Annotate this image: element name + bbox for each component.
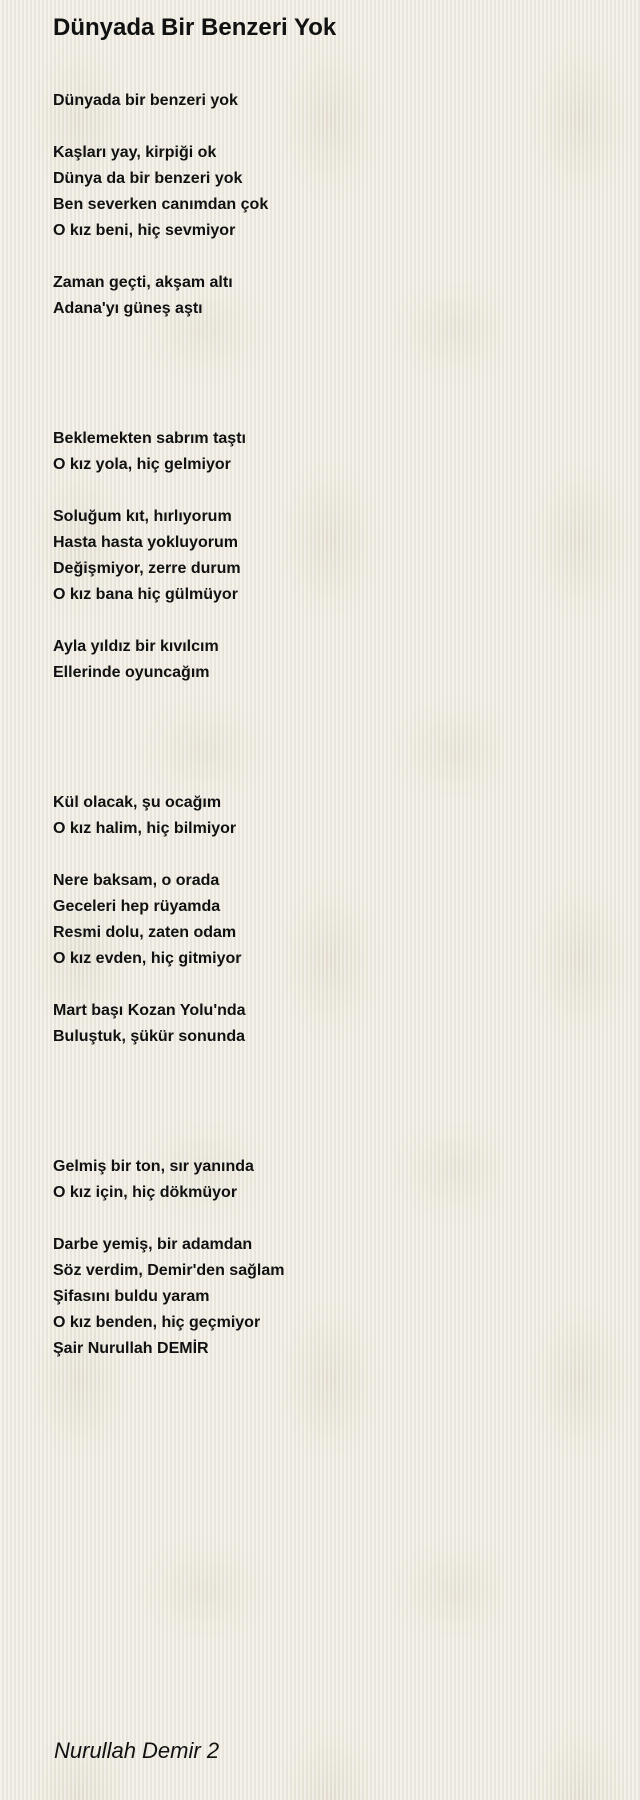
poem-line: Şifasını buldu yaram: [53, 1288, 210, 1305]
poem-signature: Şair Nurullah DEMİR: [53, 1340, 209, 1357]
poem-line: O kız bana hiç gülmüyor: [53, 586, 238, 603]
poem-line: Ayla yıldız bir kıvılcım: [53, 638, 219, 655]
stanza-break: [53, 114, 613, 140]
poem-line: O kız halim, hiç bilmiyor: [53, 820, 237, 837]
poem-line: Nere baksam, o orada: [53, 872, 220, 889]
poem-line: O kız benden, hiç geçmiyor: [53, 1314, 261, 1331]
poem-line: Soluğum kıt, hırlıyorum: [53, 508, 232, 525]
stanza-break: [53, 764, 613, 790]
stanza-break: [53, 738, 613, 764]
poem-title: Dünyada Bir Benzeri Yok: [53, 14, 337, 41]
stanza-break: [53, 244, 613, 270]
poem-line: Adana'yı güneş aştı: [53, 300, 203, 317]
poem-line: Buluştuk, şükür sonunda: [53, 1028, 246, 1045]
stanza-break: [53, 686, 613, 712]
stanza-break: [53, 1206, 613, 1232]
poem-line: Kül olacak, şu ocağım: [53, 794, 222, 811]
poem-line: O kız beni, hiç sevmiyor: [53, 222, 236, 239]
stanza-break: [53, 400, 613, 426]
stanza-break: [53, 1076, 613, 1102]
poem-line: Ellerinde oyuncağım: [53, 664, 210, 681]
stanza-break: [53, 1102, 613, 1128]
stanza-break: [53, 374, 613, 400]
poem-line: O kız yola, hiç gelmiyor: [53, 456, 231, 473]
poem-line: O kız için, hiç dökmüyor: [53, 1184, 238, 1201]
stanza-break: [53, 478, 613, 504]
poem-line: Söz verdim, Demir'den sağlam: [53, 1262, 285, 1279]
poem-line: Gelmiş bir ton, sır yanında: [53, 1158, 254, 1175]
stanza-break: [53, 712, 613, 738]
poem-line: Beklemekten sabrım taştı: [53, 430, 246, 447]
stanza-break: [53, 608, 613, 634]
author-link[interactable]: Nurullah Demir 2: [54, 1738, 220, 1763]
poem-line: Darbe yemiş, bir adamdan: [53, 1236, 253, 1253]
poem-line: Zaman geçti, akşam altı: [53, 274, 233, 291]
poem-page: [53, 0, 613, 1362]
poem-line: O kız evden, hiç gitmiyor: [53, 950, 242, 967]
poem-line: Dünya da bir benzeri yok: [53, 170, 243, 187]
stanza-break: [53, 972, 613, 998]
stanza-break: [53, 1128, 613, 1154]
stanza-break: [53, 842, 613, 868]
poem-line: Geceleri hep rüyamda: [53, 898, 221, 915]
poem-body: [53, 88, 613, 1362]
stanza-break: [53, 322, 613, 348]
poem-line: Ben severken canımdan çok: [53, 196, 269, 213]
poem-line: Mart başı Kozan Yolu'nda: [53, 1002, 246, 1019]
poem-line: Dünyada bir benzeri yok: [53, 92, 238, 109]
poem-line: Hasta hasta yokluyorum: [53, 534, 238, 551]
stanza-break: [53, 1050, 613, 1076]
poem-line: Değişmiyor, zerre durum: [53, 560, 241, 577]
stanza-break: [53, 348, 613, 374]
poem-line: Resmi dolu, zaten odam: [53, 924, 237, 941]
poem-line: Kaşları yay, kirpiği ok: [53, 144, 217, 161]
